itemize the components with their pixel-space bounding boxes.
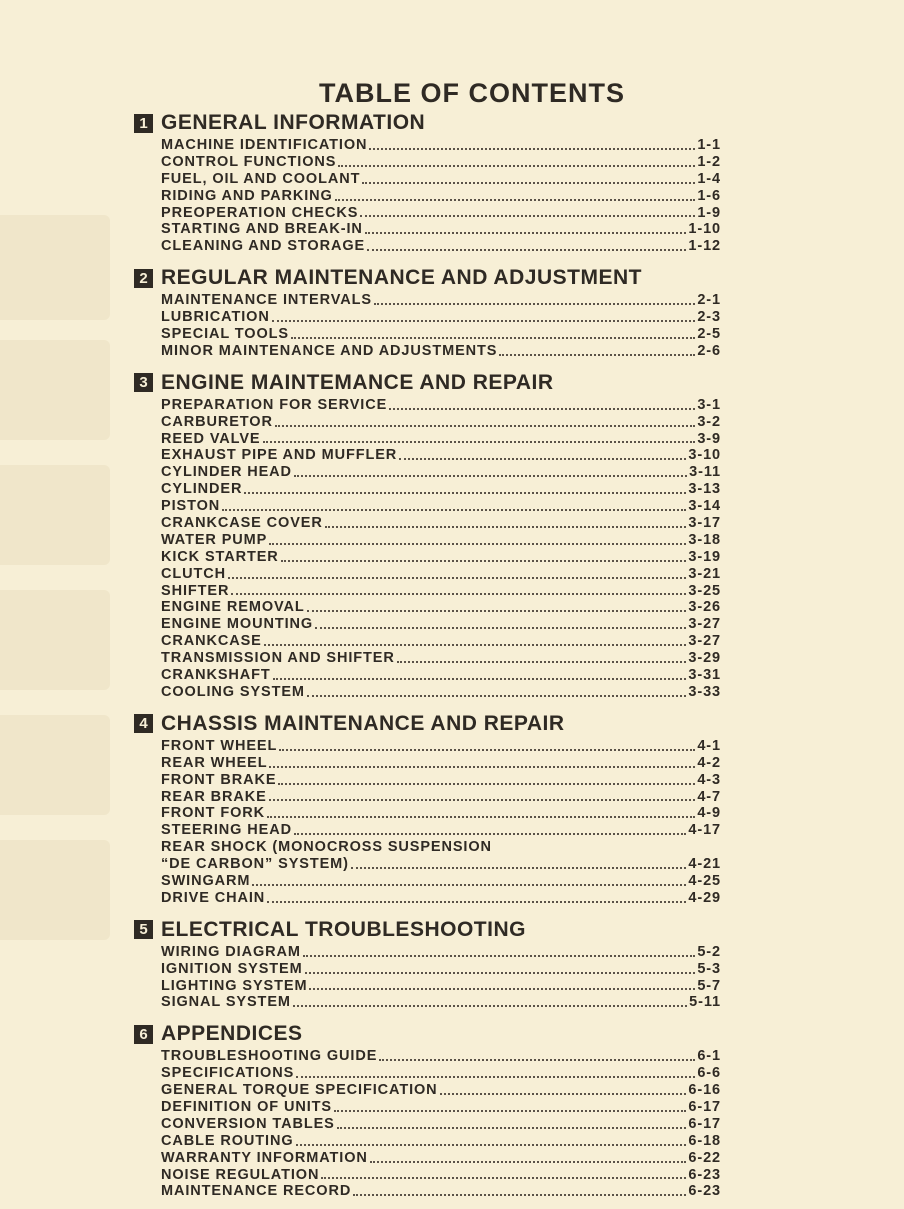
section-number-badge: 2 [134,269,153,288]
entry-page-number: 3-2 [697,413,721,430]
entry-label: SWINGARM [161,872,251,889]
entry-page-number: 6-18 [688,1132,721,1149]
entry-label: MAINTENANCE INTERVALS [161,292,372,309]
bleed-through-tab [0,340,110,440]
dot-leader [351,867,686,869]
toc-entry [161,738,721,755]
entry-label: WATER PUMP [161,531,268,548]
dot-leader [353,1194,686,1196]
dot-leader [269,543,686,545]
entry-label: TROUBLESHOOTING GUIDE [161,1048,378,1065]
dot-leader [338,165,695,167]
toc-entry [161,633,721,650]
dot-leader [231,593,686,595]
entry-page-number: 1-10 [688,221,721,238]
dot-leader [228,577,686,579]
dot-leader [399,458,686,460]
toc-entry [161,343,721,360]
entry-label: EXHAUST PIPE AND MUFFLER [161,447,398,464]
entry-label: SPECIFICATIONS [161,1065,295,1082]
entry-label: CYLINDER HEAD [161,464,292,481]
entry-label: PISTON [161,498,221,515]
toc-entry [161,431,721,448]
toc-entry [161,238,721,255]
entry-label: CRANKCASE COVER [161,515,323,532]
dot-leader [275,425,695,427]
entry-label: TRANSMISSION AND SHIFTER [161,650,395,667]
entry-label: GENERAL TORQUE SPECIFICATION [161,1082,438,1099]
toc-entry [161,414,721,431]
bleed-through-tab [0,590,110,690]
dot-leader [307,695,686,697]
toc-entry [161,481,721,498]
entry-page-number: 3-19 [688,548,721,565]
toc-entry [161,1133,721,1150]
toc-entry [161,856,721,873]
toc-entry [161,1082,721,1099]
toc-entry [161,1048,721,1065]
entry-label: PREPARATION FOR SERVICE [161,396,388,413]
entry-label: CLUTCH [161,565,227,582]
section-heading [134,264,734,292]
dot-leader [374,303,695,305]
entry-page-number: 3-27 [688,633,721,650]
entry-page-number: 6-23 [688,1166,721,1183]
dot-leader [272,320,696,322]
toc-entry [161,978,721,995]
toc-section [134,109,734,255]
entry-page-number: 1-4 [697,170,721,187]
entry-page-number: 5-7 [697,977,721,994]
dot-leader [360,215,695,217]
toc-entry [161,464,721,481]
toc-entry [161,326,721,343]
section-number-badge: 5 [134,920,153,939]
dot-leader [252,884,686,886]
toc-section [134,264,734,360]
dot-leader [365,232,687,234]
entry-label: PREOPERATION CHECKS [161,204,359,221]
toc-entry [161,789,721,806]
toc-entry [161,994,721,1011]
bleed-through-tab [0,840,110,940]
entry-page-number: 6-17 [688,1115,721,1132]
entry-label: DRIVE CHAIN [161,889,266,906]
entry-page-number: 4-7 [697,788,721,805]
toc-entry [161,667,721,684]
entry-label: SIGNAL SYSTEM [161,994,291,1011]
entry-page-number: 4-9 [697,805,721,822]
entry-page-number: 3-25 [688,582,721,599]
dot-leader [325,526,687,528]
entry-label: RIDING AND PARKING [161,187,333,204]
page-title: TABLE OF CONTENTS [319,78,625,108]
section-number-badge: 3 [134,373,153,392]
entry-page-number: 2-5 [697,326,721,343]
entry-page-number: 2-1 [697,292,721,309]
entry-label: CARBURETOR [161,413,273,430]
entry-page-number: 1-1 [697,137,721,153]
entry-page-number: 3-18 [688,531,721,548]
dot-leader [294,475,687,477]
toc-entry [161,755,721,772]
entry-page-number: 3-14 [688,498,721,515]
dot-leader [315,627,686,629]
entry-label: REAR BRAKE [161,788,267,805]
toc-entry [161,205,721,222]
toc-entry [161,873,721,890]
dot-leader [269,766,695,768]
entry-label: CYLINDER [161,481,243,498]
toc-entry [161,944,721,961]
entry-page-number: 5-2 [697,943,721,960]
entry-page-number: 6-6 [697,1065,721,1082]
section-heading [134,916,734,944]
toc-entry [161,1116,721,1133]
entry-label: CRANKCASE [161,633,262,650]
section-title: GENERAL INFORMATION [161,111,426,134]
entry-label: ENGINE REMOVAL [161,599,305,616]
table-of-contents [134,109,734,1209]
dot-leader [291,337,695,339]
entry-label: FRONT FORK [161,805,266,822]
dot-leader [278,783,695,785]
entry-page-number: 6-1 [697,1048,721,1065]
toc-entry [161,447,721,464]
entry-label: MAINTENANCE RECORD [161,1183,352,1200]
dot-leader [305,972,696,974]
entry-label: CLEANING AND STORAGE [161,238,366,255]
entry-label: FRONT BRAKE [161,771,277,788]
toc-entry [161,137,721,154]
entry-label: NOISE REGULATION [161,1166,320,1183]
entry-page-number: 3-1 [697,396,721,413]
dot-leader [281,560,687,562]
toc-entry [161,171,721,188]
entry-page-number: 6-22 [688,1149,721,1166]
dot-leader [362,182,695,184]
entry-label: MINOR MAINTENANCE AND ADJUSTMENTS [161,342,498,359]
dot-leader [440,1093,687,1095]
entry-page-number: 6-16 [688,1082,721,1099]
entry-page-number: 3-9 [697,430,721,447]
dot-leader [367,249,686,251]
dot-leader [267,816,695,818]
section-title: REGULAR MAINTENANCE AND ADJUSTMENT [161,266,642,290]
entry-label: CONVERSION TABLES [161,1115,335,1132]
toc-entry [161,1099,721,1116]
dot-leader [389,408,695,410]
entry-label: MACHINE IDENTIFICATION [161,137,368,153]
bleed-through-tab [0,215,110,320]
toc-entry [161,961,721,978]
dot-leader [263,441,696,443]
entry-label: FRONT WHEEL [161,737,278,754]
section-title: CHASSIS MAINTENANCE AND REPAIR [161,711,565,735]
section-title: ENGINE MAINTEMANCE AND REPAIR [161,370,554,394]
section-heading [134,109,734,137]
entry-label: “DE CARBON” SYSTEM) [161,856,349,873]
toc-entry [161,890,721,907]
entry-page-number: 1-9 [697,204,721,221]
entry-page-number: 2-6 [697,342,721,359]
toc-entry [161,822,721,839]
entry-label: DEFINITION OF UNITS [161,1098,332,1115]
entry-label: COOLING SYSTEM [161,683,305,700]
entry-page-number: 3-29 [688,650,721,667]
dot-leader [334,1110,686,1112]
toc-entry [161,188,721,205]
entry-label: ENGINE MOUNTING [161,616,314,633]
dot-leader [307,610,687,612]
entry-page-number: 3-27 [688,616,721,633]
entry-label: STARTING AND BREAK-IN [161,221,363,238]
entry-label: WARRANTY INFORMATION [161,1149,368,1166]
toc-entry [161,532,721,549]
entry-label: REAR WHEEL [161,754,268,771]
entry-page-number: 3-33 [688,683,721,700]
section-title: APPENDICES [161,1022,303,1046]
toc-section [134,916,734,1012]
entry-page-number: 1-6 [697,187,721,204]
entry-label: REED VALVE [161,430,261,447]
toc-entry [161,805,721,822]
toc-section [134,369,734,701]
dot-leader [267,901,686,903]
toc-entry [161,292,721,309]
toc-entry [161,515,721,532]
entry-page-number: 4-3 [697,771,721,788]
dot-leader [337,1127,687,1129]
toc-entry [161,309,721,326]
toc-entry [161,1150,721,1167]
dot-leader [397,661,687,663]
section-heading [134,1020,734,1048]
dot-leader [293,1005,687,1007]
toc-entry [161,154,721,171]
entry-page-number: 4-21 [688,856,721,873]
dot-leader [499,354,695,356]
section-number-badge: 6 [134,1025,153,1044]
bleed-through-tab [0,465,110,565]
entry-label: STEERING HEAD [161,822,292,839]
entry-page-number: 3-31 [688,667,721,684]
entry-label: CRANKSHAFT [161,667,271,684]
entry-page-number: 5-11 [689,994,721,1011]
dot-leader [335,199,696,201]
toc-entry [161,397,721,414]
entry-page-number: 3-13 [688,481,721,498]
toc-entry [161,583,721,600]
toc-entry [161,498,721,515]
bleed-through-tab [0,715,110,815]
entry-label: CABLE ROUTING [161,1132,294,1149]
toc-entry [161,616,721,633]
entry-label: REAR SHOCK (MONOCROSS SUSPENSION [161,839,492,856]
entry-label: FUEL, OIL AND COOLANT [161,170,361,187]
toc-entry [161,566,721,583]
dot-leader [321,1177,686,1179]
entry-page-number: 6-17 [688,1098,721,1115]
dot-leader [264,644,687,646]
section-title: ELECTRICAL TROUBLESHOOTING [161,917,526,941]
toc-entry [161,684,721,701]
toc-entry [161,221,721,238]
entry-page-number: 3-26 [688,599,721,616]
entry-page-number: 5-3 [697,960,721,977]
dot-leader [279,749,695,751]
dot-leader [379,1059,695,1061]
entry-page-number: 4-17 [688,822,721,839]
entry-label: SHIFTER [161,582,230,599]
entry-page-number: 3-17 [688,515,721,532]
entry-label: IGNITION SYSTEM [161,960,303,977]
section-heading [134,710,734,738]
entry-page-number: 3-11 [689,464,721,481]
entry-page-number: 1-12 [688,238,721,255]
toc-entry [161,1065,721,1082]
entry-page-number: 4-2 [697,754,721,771]
dot-leader [303,955,695,957]
dot-leader [296,1144,687,1146]
section-number-badge: 4 [134,714,153,733]
dot-leader [244,492,686,494]
entry-label: CONTROL FUNCTIONS [161,153,337,170]
entry-label: LUBRICATION [161,309,270,326]
section-number-badge: 1 [134,114,153,133]
dot-leader [269,799,696,801]
entry-label: LIGHTING SYSTEM [161,977,308,994]
entry-page-number: 4-25 [688,872,721,889]
toc-entry [161,1183,721,1200]
dot-leader [273,678,687,680]
entry-page-number: 3-10 [688,447,721,464]
dot-leader [369,148,695,150]
toc-section [134,1020,734,1200]
entry-page-number: 4-29 [688,889,721,906]
dot-leader [370,1161,687,1163]
entry-page-number: 2-3 [697,309,721,326]
entry-label: WIRING DIAGRAM [161,943,301,960]
entry-label: KICK STARTER [161,548,279,565]
toc-entry [161,650,721,667]
entry-page-number: 6-23 [688,1183,721,1200]
toc-entry [161,839,721,856]
dot-leader [294,833,686,835]
entry-page-number: 1-2 [697,153,721,170]
entry-page-number: 4-1 [697,737,721,754]
toc-entry [161,599,721,616]
entry-label: SPECIAL TOOLS [161,326,289,343]
toc-entry [161,549,721,566]
dot-leader [296,1076,695,1078]
toc-entry [161,1167,721,1184]
dot-leader [309,988,695,990]
toc-section [134,710,734,907]
dot-leader [222,509,686,511]
section-heading [134,369,734,397]
toc-entry [161,772,721,789]
entry-page-number: 3-21 [688,565,721,582]
